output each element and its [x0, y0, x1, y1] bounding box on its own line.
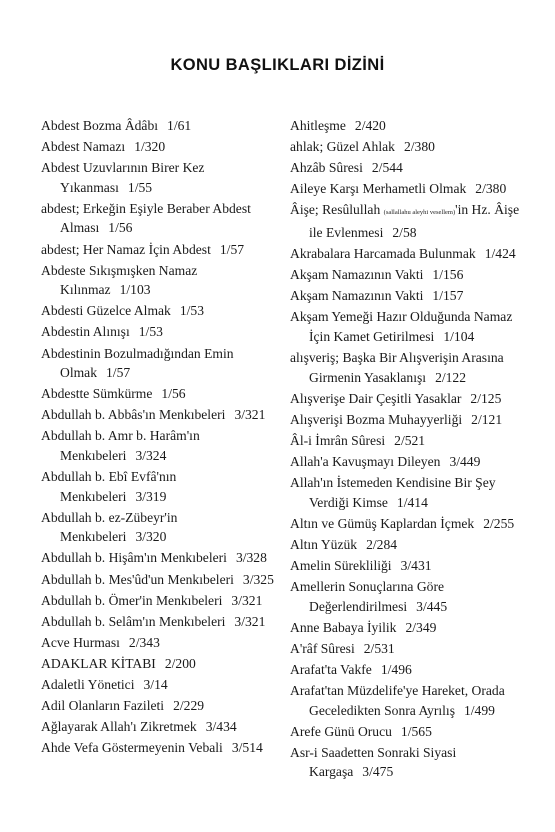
index-entry-text: Abdullah b. Amr b. Harâm'ın Menkıbeleri	[41, 428, 200, 463]
index-entry	[41, 199, 274, 238]
index-column-right	[290, 116, 535, 784]
index-entry	[290, 660, 535, 680]
index-entry-text: Altın ve Gümüş Kaplardan İçmek	[290, 515, 475, 531]
page-reference: 1/104	[443, 328, 475, 344]
page-reference: 3/475	[362, 764, 394, 780]
index-entry	[290, 514, 535, 534]
index-entry	[290, 116, 535, 136]
index-entry-text: A'râf Sûresi	[290, 640, 355, 656]
page-reference: 2/380	[475, 181, 507, 197]
index-entry-text: Alışverişi Bozma Muhayyerliği	[290, 411, 463, 427]
index-entry-text: Akşam Yemeği Hazır Olduğunda Namaz İçin Kamet Getirilmesi	[290, 309, 513, 344]
index-entry-text: ahlak; Güzel Ahlak	[290, 139, 395, 155]
index-entry	[41, 612, 274, 632]
page-reference: 3/445	[416, 598, 448, 614]
index-entry-text: alışveriş; Başka Bir Alışverişin Arasına Girmenin Yasaklanışı	[290, 350, 504, 385]
index-entry	[290, 618, 535, 638]
page-reference: 2/343	[128, 634, 160, 650]
page-reference: 2/122	[435, 369, 467, 385]
index-entry-text: Allah'a Kavuşmayı Dileyen	[290, 454, 441, 469]
page-reference: 1/55	[127, 179, 153, 195]
page-reference: 2/521	[394, 432, 426, 448]
index-column-left	[41, 116, 274, 759]
index-entry	[41, 738, 274, 758]
index-entry	[41, 467, 274, 506]
page-reference: 2/420	[354, 118, 386, 133]
index-entry-text: Abdullah b. Ömer'in Menkıbeleri	[41, 592, 223, 608]
index-entry-text: Acve Hurması	[41, 634, 120, 650]
index-entry-text: 'in Hz. Âişe ile Evlenmesi	[309, 202, 520, 240]
page-reference: 1/414	[396, 494, 428, 510]
index-entry-text: Akşam Namazının Vakti	[290, 288, 424, 304]
index-entry	[41, 344, 274, 383]
page-reference: 2/229	[173, 698, 205, 714]
index-entry-text: Âişe; Resûlullah	[290, 202, 381, 218]
index-entry-text: Amellerin Sonuçlarına Göre Değerlendirilmesi	[290, 579, 445, 614]
page-reference: 3/449	[449, 454, 481, 469]
page-reference: 3/324	[135, 448, 167, 463]
index-entry-text: ADAKLAR KİTABI	[41, 655, 156, 671]
index-entry-text: abdest; Erkeğin Eşiyle Beraber Abdest Alması	[41, 200, 251, 236]
index-entry-text: Abdesti Güzelce Almak	[41, 303, 171, 319]
page-reference: 1/61	[167, 118, 192, 133]
index-entry	[290, 639, 535, 659]
index-entry	[290, 137, 535, 157]
index-entry-text: Arafat'tan Müzdelife'ye Hareket, Orada Geceledikten Sonra Ayrılış	[290, 683, 505, 718]
index-entry-text: Arefe Günü Orucu	[290, 723, 392, 739]
page-reference: 3/434	[205, 719, 237, 735]
page-reference: 2/284	[366, 536, 398, 552]
page-reference: 3/514	[231, 740, 263, 756]
index-entry	[41, 301, 274, 321]
page-title: KONU BAŞLIKLARI DİZİNİ	[170, 56, 385, 74]
page-reference: 1/57	[106, 365, 131, 381]
page-reference: 3/321	[234, 407, 266, 423]
index-entry-text: Âl-i İmrân Sûresi	[290, 432, 386, 448]
index-entry	[41, 261, 274, 300]
index-entry	[290, 431, 535, 451]
page-reference: 2/531	[363, 640, 395, 656]
index-entry	[41, 322, 274, 342]
index-entry-text: Abdullah b. Mes'ûd'un Menkıbeleri	[41, 571, 234, 587]
index-entry	[290, 179, 535, 199]
page-reference: 2/255	[483, 515, 515, 531]
index-entry	[290, 681, 535, 720]
index-entry	[41, 570, 274, 590]
index-entry	[290, 158, 535, 178]
index-entry-text: Ahde Vefa Göstermeyenin Vebali	[41, 740, 223, 756]
index-entry	[41, 116, 274, 136]
page-reference: 1/499	[463, 702, 495, 718]
index-entry	[41, 654, 274, 674]
page-reference: 1/320	[134, 139, 166, 155]
index-entry	[290, 556, 535, 576]
index-entry-text: Amelin Sürekliliği	[290, 557, 392, 573]
page-reference: 1/157	[432, 288, 464, 304]
page-reference: 1/53	[179, 303, 205, 319]
index-entry-text: Abdeste Sıkışmışken Namaz Kılınmaz	[41, 262, 198, 298]
page-reference: 1/565	[400, 723, 432, 739]
index-entry	[290, 743, 535, 782]
index-entry	[41, 633, 274, 653]
index-entry	[41, 240, 274, 260]
index-entry-text: Akşam Namazının Vakti	[290, 267, 424, 283]
index-entry-text: Abdestinin Bozulmadığından Emin Olmak	[41, 345, 234, 381]
index-entry-text: Abdullah b. ez-Zübeyr'in Menkıbeleri	[41, 509, 178, 545]
index-entry	[290, 265, 535, 285]
index-entry-text: Asr-i Saadetten Sonraki Siyasi Kargaşa	[290, 744, 457, 780]
page-reference: 2/380	[403, 139, 435, 155]
honorific-small-text: (sallallahu aleyhi vesellem)	[383, 209, 456, 217]
index-entry	[41, 426, 274, 465]
page-reference: 3/431	[400, 557, 432, 573]
index-entry	[41, 137, 274, 157]
index-entry	[290, 452, 535, 472]
index-entry	[41, 158, 274, 197]
page-reference: 3/321	[231, 592, 263, 608]
index-entry-text: Abdest Namazı	[41, 139, 126, 155]
index-entry-text: Abdest Uzuvlarının Birer Kez Yıkanması	[41, 160, 205, 195]
page-reference: 1/496	[380, 661, 412, 677]
index-entry	[41, 405, 274, 425]
page-reference: 3/320	[135, 529, 167, 545]
index-entry	[41, 548, 274, 568]
index-entry-text: abdest; Her Namaz İçin Abdest	[41, 241, 211, 257]
index-entry	[290, 200, 535, 242]
index-entry	[290, 389, 535, 409]
index-entry-text: Abdullah b. Hişâm'ın Menkıbeleri	[41, 550, 227, 566]
page-reference: 1/156	[432, 267, 464, 283]
page-reference: 3/325	[242, 571, 274, 587]
index-entry	[41, 696, 274, 716]
index-entry	[290, 348, 535, 387]
page-reference: 3/319	[135, 488, 167, 504]
page-reference: 1/53	[138, 324, 163, 340]
page-reference: 1/57	[219, 241, 245, 257]
index-entry-text: Ahitleşme	[290, 118, 346, 133]
page-reference: 2/125	[470, 390, 502, 406]
index-entry-text: Anne Babaya İyilik	[290, 619, 397, 635]
page-reference: 3/321	[234, 613, 266, 629]
index-entry-text: Ağlayarak Allah'ı Zikretmek	[41, 719, 197, 735]
index-entry-text: Abdullah b. Abbâs'ın Menkıbeleri	[41, 407, 226, 423]
index-entry	[290, 244, 535, 264]
index-entry	[290, 410, 535, 430]
index-entry-text: Abdestin Alınışı	[41, 324, 130, 340]
index-entry	[41, 717, 274, 737]
page-reference: 3/328	[235, 550, 267, 566]
index-entry	[290, 577, 535, 616]
page-reference: 1/424	[484, 246, 516, 262]
index-entry-text: Allah'ın İstemeden Kendisine Bir Şey Verdiği Kimse	[290, 475, 496, 510]
page-reference: 1/103	[119, 282, 151, 298]
index-entry-text: Aileye Karşı Merhametli Olmak	[290, 181, 467, 197]
index-entry	[290, 535, 535, 555]
index-entry-text: Alışverişe Dair Çeşitli Yasaklar	[290, 390, 462, 406]
index-entry-text: Ahzâb Sûresi	[290, 160, 363, 176]
page-reference: 2/58	[392, 224, 417, 240]
page-reference: 1/56	[161, 386, 186, 402]
index-entry-text: Arafat'ta Vakfe	[290, 661, 372, 677]
index-entry	[290, 307, 535, 346]
index-entry-text: Abdest Bozma Âdâbı	[41, 118, 159, 133]
index-entry	[41, 591, 274, 611]
index-entry	[41, 384, 274, 404]
index-entry-text: Abdullah b. Ebî Evfâ'nın Menkıbeleri	[41, 469, 177, 504]
index-entry	[41, 675, 274, 695]
page-reference: 3/14	[143, 677, 168, 693]
index-entry	[290, 722, 535, 742]
index-entry-text: Adaletli Yönetici	[41, 677, 135, 693]
index-entry	[290, 473, 535, 512]
page-reference: 2/121	[471, 411, 503, 427]
index-entry	[41, 508, 274, 547]
index-entry-text: Adil Olanların Fazileti	[41, 698, 165, 714]
page-reference: 1/56	[108, 220, 133, 236]
index-entry-text: Altın Yüzük	[290, 536, 358, 552]
index-entry	[290, 286, 535, 306]
page-reference: 2/200	[164, 655, 196, 671]
index-entry-text: Akrabalara Harcamada Bulunmak	[290, 246, 476, 262]
page-reference: 2/544	[371, 160, 403, 176]
page-reference: 2/349	[405, 619, 437, 635]
index-entry-text: Abdestte Sümkürme	[41, 386, 153, 402]
index-entry-text: Abdullah b. Selâm'ın Menkıbeleri	[41, 613, 226, 629]
